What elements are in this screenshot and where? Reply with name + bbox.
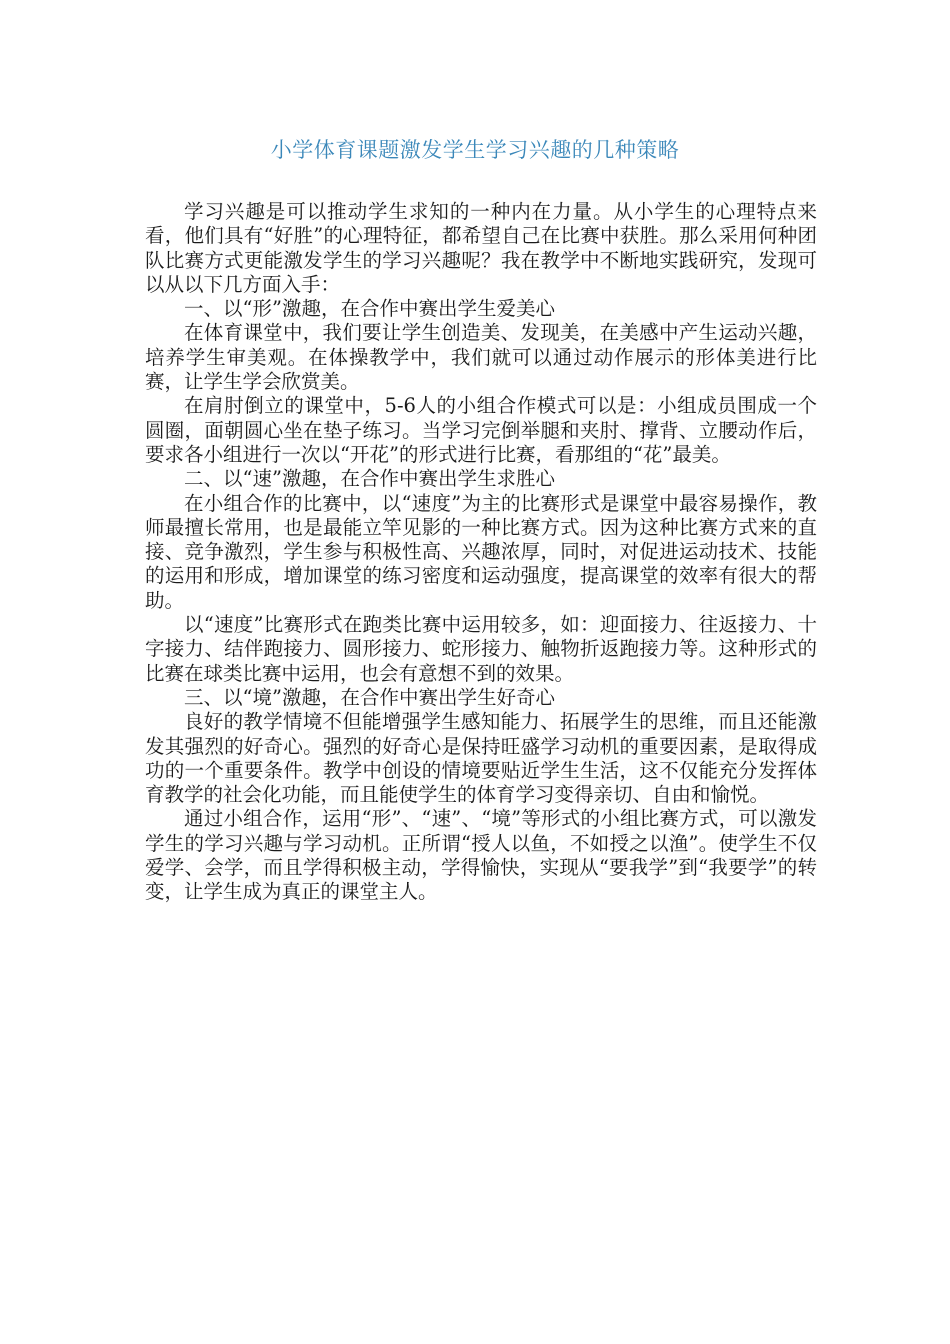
conclusion-paragraph: 通过小组合作，运用“形”、“速”、“境”等形式的小组比赛方式，可以激发学生的学习兴趣与学习动机。正所谓“授人以鱼，不如授之以渔”。使学生不仅爱学、会学，而且学得积极主动，学得愉快，实现从“要我学”到“我要学”的转变，让学生成为真正的课堂主人。	[145, 807, 817, 904]
section-heading-3: 三、以“境”激趣，在合作中赛出学生好奇心	[184, 685, 555, 709]
body-paragraph: 在体育课堂中，我们要让学生创造美、发现美，在美感中产生运动兴趣，培养学生审美观。在体操教学中，我们就可以通过动作展示的形体美进行比赛，让学生学会欣赏美。	[145, 321, 817, 394]
document-body	[145, 200, 817, 905]
intro-paragraph: 学习兴趣是可以推动学生求知的一种内在力量。从小学生的心理特点来看，他们具有“好胜”的心理特征，都希望自己在比赛中获胜。那么采用何种团队比赛方式更能激发学生的学习兴趣呢？我在教学中不断地实践研究，发现可以从以下几方面入手：	[145, 200, 817, 296]
document-title: 小学体育课题激发学生学习兴趣的几种策略	[270, 138, 680, 162]
body-paragraph: 在肩肘倒立的课堂中，5-6人的小组合作模式可以是：小组成员围成一个圆圈，面朝圆心坐在垫子练习。当学习完倒举腿和夹肘、撑背、立腰动作后，要求各小组进行一次以“开花”的形式进行比赛，看那组的“花”最美。	[145, 394, 817, 466]
section-heading-2: 二、以“速”激趣，在合作中赛出学生求胜心	[184, 467, 555, 491]
body-paragraph: 在小组合作的比赛中，以“速度”为主的比赛形式是课堂中最容易操作，教师最擅长常用，也是最能立竿见影的一种比赛方式。因为这种比赛方式来的直接、竞争激烈，学生参与积极性高、兴趣浓厚，同时，对促进运动技术、技能的运用和形成，增加课堂的练习密度和运动强度，提高课堂的效率有很大的帮助。	[145, 491, 817, 612]
body-paragraph: 良好的教学情境不但能增强学生感知能力、拓展学生的思维，而且还能激发其强烈的好奇心。强烈的好奇心是保持旺盛学习动机的重要因素，是取得成功的一个重要条件。教学中创设的情境要贴近学生生活，这不仅能充分发挥体育教学的社会化功能，而且能使学生的体育学习变得亲切、自由和愉悦。	[145, 710, 817, 807]
section-heading-1: 一、以“形”激趣，在合作中赛出学生爱美心	[184, 297, 555, 321]
body-paragraph: 以“速度”比赛形式在跑类比赛中运用较多，如：迎面接力、往返接力、十字接力、结伴跑接力、圆形接力、蛇形接力、触物折返跑接力等。这种形式的比赛在球类比赛中运用，也会有意想不到的效果。	[145, 613, 817, 685]
